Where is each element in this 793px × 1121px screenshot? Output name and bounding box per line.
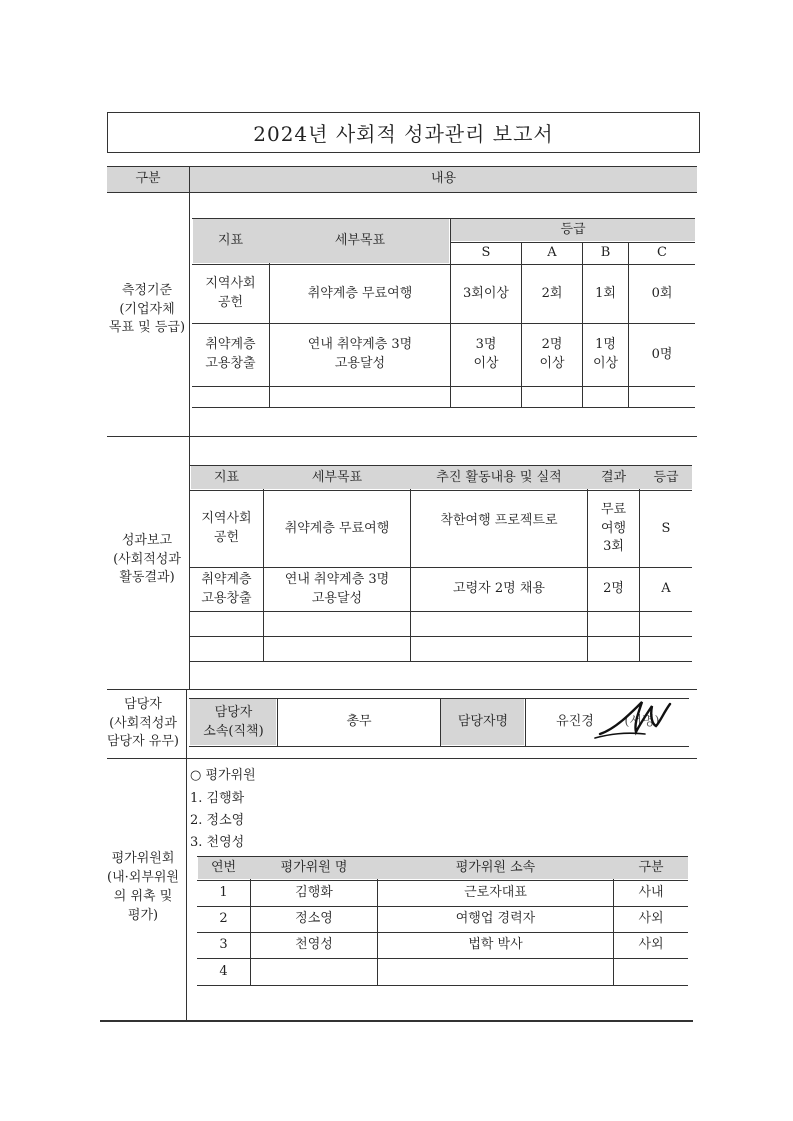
report-row2-result: 2명 bbox=[603, 581, 624, 597]
measure-row1-goal: 취약계층 무료여행 bbox=[307, 285, 413, 301]
measure-row1-a: 2회 bbox=[541, 285, 563, 301]
report-header-grade: 등급 bbox=[653, 469, 679, 485]
measure-row1-b: 1회 bbox=[595, 285, 616, 301]
measure-row1-indicator: 지역사회 공헌 bbox=[205, 276, 256, 310]
committee-row4-affiliation bbox=[378, 959, 613, 985]
header-category: 구분 bbox=[135, 171, 161, 187]
manager-dept-value: 총무 bbox=[346, 714, 372, 730]
report-row2-activity: 고령자 2명 채용 bbox=[453, 581, 545, 597]
committee-row1-name: 김행화 bbox=[295, 885, 333, 901]
committee-row2-type: 사외 bbox=[638, 911, 664, 927]
committee-row3-type: 사외 bbox=[638, 937, 664, 953]
report-header-activity: 추진 활동내용 및 실적 bbox=[436, 469, 562, 485]
measure-header-b: B bbox=[600, 245, 611, 261]
report-row2-grade: A bbox=[661, 581, 671, 597]
report-row1-goal: 취약계층 무료여행 bbox=[284, 520, 390, 536]
report-title: 2024년 사회적 성과관리 보고서 bbox=[107, 112, 700, 153]
signature-mark bbox=[590, 694, 680, 744]
committee-row3-no: 3 bbox=[219, 937, 228, 953]
committee-member-3: 3. 천영성 bbox=[190, 835, 245, 850]
committee-row1-type: 사내 bbox=[638, 885, 664, 901]
committee-member-1: 1. 김행화 bbox=[190, 791, 245, 806]
committee-row3-affiliation: 법학 박사 bbox=[468, 937, 523, 953]
committee-header-affiliation: 평가위원 소속 bbox=[455, 860, 536, 876]
committee-row2-no: 2 bbox=[219, 911, 228, 927]
measure-row2-b: 1명 이상 bbox=[592, 337, 619, 371]
committee-header-no: 연번 bbox=[210, 860, 237, 876]
committee-row4-type bbox=[614, 959, 688, 985]
measure-header-a: A bbox=[547, 245, 557, 261]
committee-row4-no: 4 bbox=[219, 963, 228, 979]
report-label: 성과보고 (사회적성과 활동결과) bbox=[113, 532, 181, 586]
manager-label: 담당자 (사회적성과 담당자 유무) bbox=[107, 696, 179, 750]
report-row1-indicator: 지역사회 공헌 bbox=[201, 511, 252, 545]
header-content: 내용 bbox=[430, 171, 457, 187]
manager-name-label: 담당자명 bbox=[457, 714, 509, 730]
committee-row1-no: 1 bbox=[219, 885, 228, 901]
measure-row2-goal: 연내 취약계층 3명 고용달성 bbox=[307, 337, 413, 371]
measure-row2-a: 2명 이상 bbox=[539, 337, 565, 371]
report-row1-result: 무료 여행 3회 bbox=[600, 501, 627, 555]
measure-row1-s: 3회이상 bbox=[463, 285, 509, 301]
committee-row1-affiliation: 근로자대표 bbox=[464, 885, 527, 901]
measure-row2-s: 3명 이상 bbox=[473, 337, 499, 371]
report-header-goal: 세부목표 bbox=[311, 469, 363, 485]
report-row2-indicator: 취약계층 고용창출 bbox=[201, 571, 252, 606]
committee-row4-name bbox=[251, 959, 377, 985]
manager-seal-text: (서명) bbox=[624, 714, 660, 730]
measure-row2-indicator: 취약계층 고용창출 bbox=[205, 337, 256, 371]
committee-row2-affiliation: 여행업 경력자 bbox=[455, 911, 536, 927]
measure-header-c: C bbox=[657, 245, 667, 261]
committee-heading: ○ 평가위원 bbox=[190, 768, 256, 783]
committee-row3-name: 천영성 bbox=[295, 937, 333, 953]
committee-row2-name: 정소영 bbox=[295, 911, 333, 927]
report-row1-activity: 착한여행 프로젝트로 bbox=[440, 512, 558, 528]
manager-dept-label: 담당자 소속(직책) bbox=[203, 704, 264, 739]
report-row2-goal: 연내 취약계층 3명 고용달성 bbox=[284, 571, 390, 606]
measure-label: 측정기준 (기업자체 목표 및 등급) bbox=[108, 282, 186, 336]
committee-label: 평가위원회 (내·외부위원 의 위촉 및 평가) bbox=[107, 851, 179, 923]
manager-name-value: 유진경 bbox=[556, 714, 594, 730]
committee-header-name: 평가위원 명 bbox=[280, 860, 348, 876]
report-header-result: 결과 bbox=[600, 469, 627, 485]
measure-header-indicator: 지표 bbox=[217, 233, 244, 249]
committee-header-type: 구분 bbox=[638, 860, 664, 876]
measure-row1-c: 0회 bbox=[651, 285, 673, 301]
measure-row2-c: 0명 bbox=[651, 346, 673, 362]
measure-header-goal: 세부목표 bbox=[334, 233, 386, 249]
measure-header-grade: 등급 bbox=[560, 222, 586, 238]
report-row1-grade: S bbox=[661, 520, 671, 536]
committee-member-2: 2. 정소영 bbox=[190, 813, 245, 828]
report-header-indicator: 지표 bbox=[213, 469, 240, 485]
measure-header-s: S bbox=[481, 245, 491, 261]
